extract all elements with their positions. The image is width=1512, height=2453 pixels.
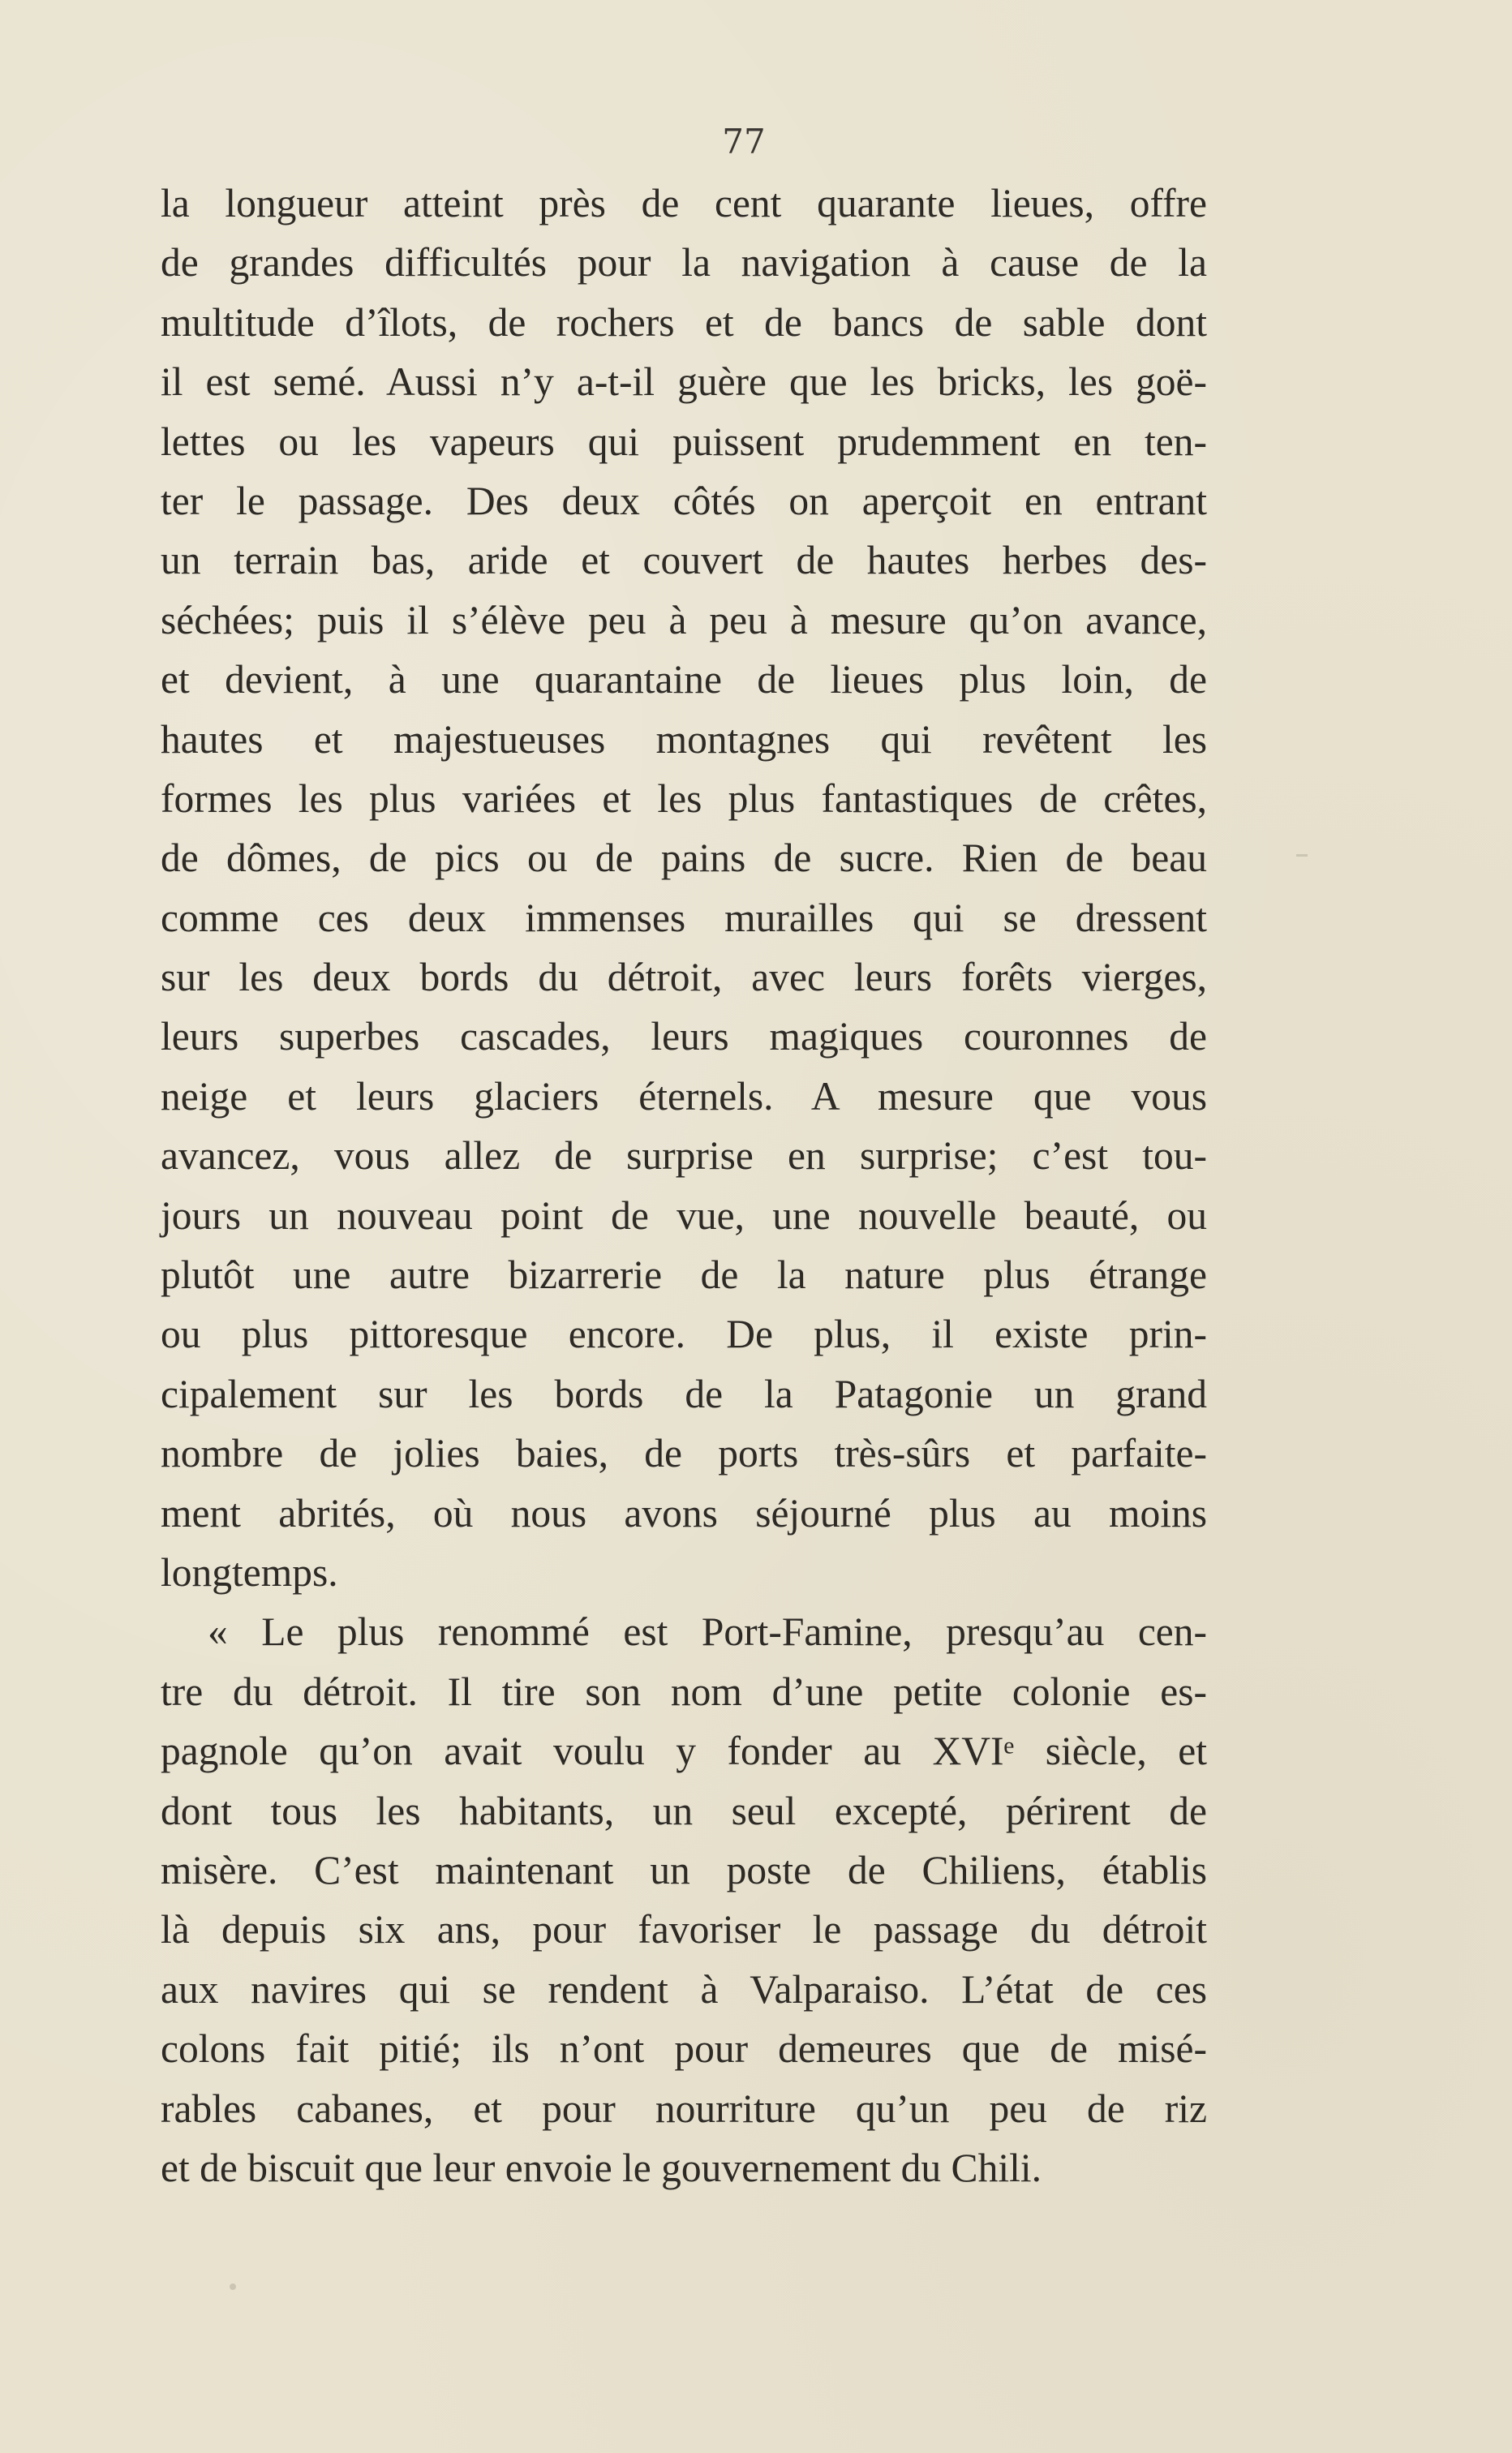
text-line: plutôt une autre bizarrerie de la nature plus étrange: [161, 1252, 1207, 1298]
text-line: ter le passage. Des deux côtés on aperçoit en entrant: [161, 478, 1207, 523]
paragraph-1: [161, 174, 1207, 1602]
text-line: la longueur atteint près de cent quarante lieues, offre: [161, 181, 1207, 226]
text-line: là depuis six ans, pour favoriser le passage du détroit: [161, 1907, 1207, 1953]
text-line: longtemps.: [161, 1549, 338, 1595]
text-line: dont tous les habitants, un seul excepté, périrent de: [161, 1788, 1207, 1833]
paper-speck: [230, 2283, 236, 2290]
text-line: séchées; puis il s’élève peu à peu à mesure qu’on avance,: [161, 597, 1207, 642]
text-line: avancez, vous allez de surprise en surprise; c’est tou-: [161, 1133, 1207, 1179]
text-line: neige et leurs glaciers éternels. A mesure que vous: [161, 1073, 1207, 1119]
text-line: et devient, à une quarantaine de lieues plus loin, de: [161, 657, 1207, 702]
text-line: de dômes, de pics ou de pains de sucre. Rien de beau: [161, 836, 1207, 881]
text-line: colons fait pitié; ils n’ont pour demeures que de misé-: [161, 2026, 1207, 2072]
text-line: ment abrités, où nous avons séjourné plus au moins: [161, 1490, 1207, 1536]
text-line: de grandes difficultés pour la navigation à cause de la: [161, 240, 1207, 286]
text-line: multitude d’îlots, de rochers et de bancs de sable dont: [161, 299, 1207, 345]
text-line: misère. C’est maintenant un poste de Chiliens, établis: [161, 1847, 1207, 1892]
text-line: « Le plus renommé est Port-Famine, presqu’au cen-: [208, 1609, 1207, 1655]
text-line: et de biscuit que leur envoie le gouvernement du Chili.: [161, 2145, 1042, 2190]
text-line: nombre de jolies baies, de ports très-sûrs et parfaite-: [161, 1431, 1207, 1476]
paper-speck: [1296, 854, 1308, 857]
text-line: formes les plus variées et les plus fantastiques de crêtes,: [161, 775, 1207, 821]
text-line: sur les deux bords du détroit, avec leurs forêts vierges,: [161, 955, 1207, 1000]
text-line: comme ces deux immenses murailles qui se dressent: [161, 895, 1207, 940]
paragraph-2: [161, 1602, 1207, 2197]
body-text: [161, 174, 1207, 2197]
text-line: il est semé. Aussi n’y a-t-il guère que les bricks, les goë-: [161, 359, 1207, 405]
text-line: lettes ou les vapeurs qui puissent prudemment en ten-: [161, 419, 1207, 464]
text-line: cipalement sur les bords de la Patagonie un grand: [161, 1371, 1207, 1416]
text-line: jours un nouveau point de vue, une nouvelle beauté, ou: [161, 1192, 1207, 1238]
text-line: leurs superbes cascades, leurs magiques couronnes de: [161, 1014, 1207, 1059]
text-line: rables cabanes, et pour nourriture qu’un peu de riz: [161, 2086, 1207, 2131]
text-line: aux navires qui se rendent à Valparaiso. L’état de ces: [161, 1966, 1207, 2012]
page-number: 77: [722, 122, 766, 161]
text-line: hautes et majestueuses montagnes qui revêtent les: [161, 716, 1207, 762]
text-line: pagnole qu’on avait voulu y fonder au XVIᵉ siècle, et: [161, 1729, 1207, 1774]
text-line: ou plus pittoresque encore. De plus, il existe prin-: [161, 1312, 1207, 1357]
text-line: tre du détroit. Il tire son nom d’une petite colonie es-: [161, 1669, 1207, 1714]
text-line: un terrain bas, aride et couvert de hautes herbes des-: [161, 538, 1207, 583]
